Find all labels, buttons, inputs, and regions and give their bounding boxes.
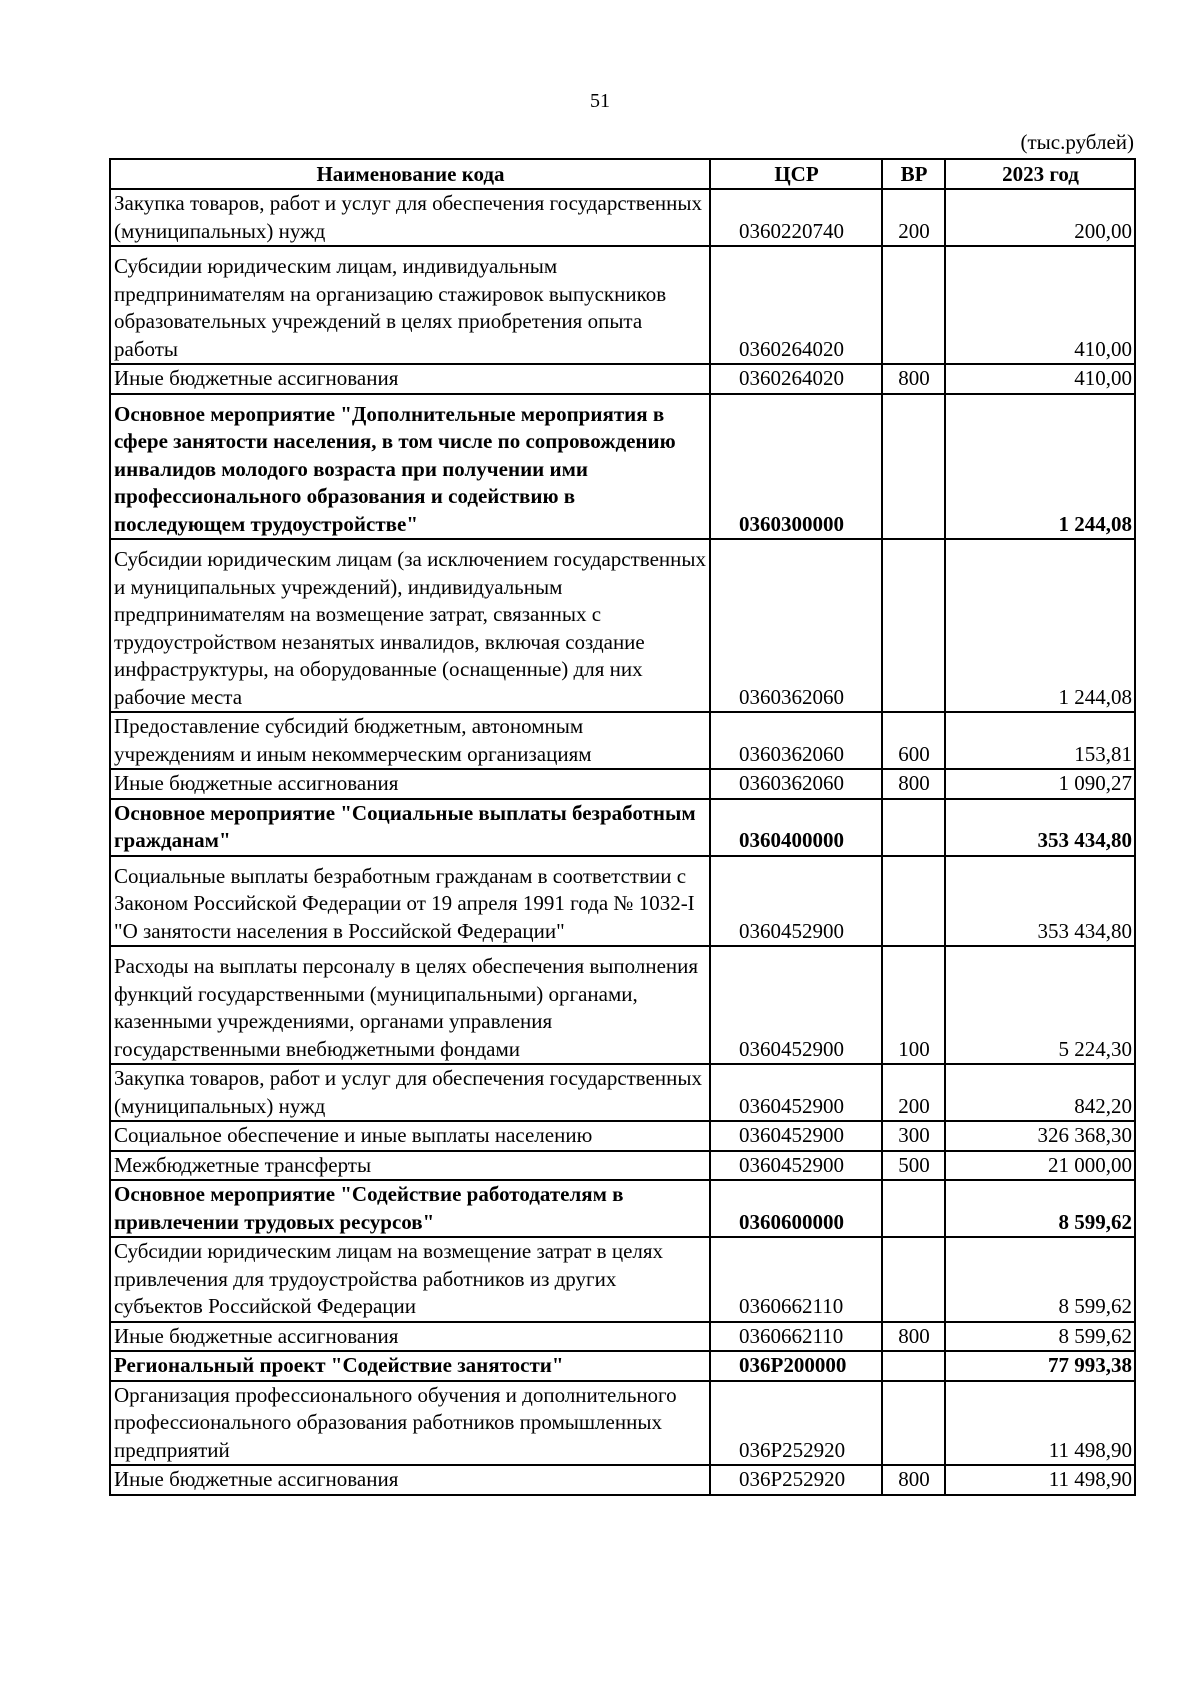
table-row: [110, 246, 1135, 364]
row-name: Субсидии юридическим лицам на возмещение затрат в целях привлечения для трудоустройства работников из других субъектов Российской Федерации: [110, 1237, 710, 1322]
row-vr: [882, 1351, 945, 1381]
table-row: [110, 394, 1135, 540]
row-amount: 410,00: [945, 246, 1135, 364]
row-csr: 036P252920: [710, 1381, 882, 1466]
row-csr: 0360452900: [710, 1064, 882, 1121]
row-csr: 036P200000: [710, 1351, 882, 1381]
row-amount: 200,00: [945, 189, 1135, 246]
table-row: [110, 856, 1135, 947]
row-amount: 5 224,30: [945, 946, 1135, 1064]
row-amount: 8 599,62: [945, 1180, 1135, 1237]
table-row: [110, 946, 1135, 1064]
row-vr: [882, 394, 945, 540]
header-csr: ЦСР: [710, 159, 882, 189]
row-csr: 0360300000: [710, 394, 882, 540]
table-row: [110, 1322, 1135, 1352]
row-vr: [882, 799, 945, 856]
table-row: [110, 712, 1135, 769]
row-name: Межбюджетные трансферты: [110, 1151, 710, 1181]
table-row: [110, 1180, 1135, 1237]
row-amount: 326 368,30: [945, 1121, 1135, 1151]
row-name: Закупка товаров, работ и услуг для обеспечения государственных (муниципальных) нужд: [110, 189, 710, 246]
row-csr: 0360452900: [710, 1151, 882, 1181]
row-csr: 0360452900: [710, 1121, 882, 1151]
row-vr: 200: [882, 1064, 945, 1121]
table-header-row: [110, 159, 1135, 189]
row-vr: [882, 1381, 945, 1466]
row-name: Организация профессионального обучения и дополнительного профессионального образования работников промышленных предприятий: [110, 1381, 710, 1466]
row-vr: 200: [882, 189, 945, 246]
units-label: (тыс.рублей): [1020, 130, 1134, 154]
header-vr: ВР: [882, 159, 945, 189]
header-name: Наименование кода: [110, 159, 710, 189]
row-csr: 0360264020: [710, 364, 882, 394]
budget-table: [109, 158, 1136, 1496]
row-vr: 800: [882, 1465, 945, 1495]
row-vr: 300: [882, 1121, 945, 1151]
row-amount: 1 244,08: [945, 539, 1135, 712]
table-row: [110, 1381, 1135, 1466]
row-vr: [882, 246, 945, 364]
row-name: Иные бюджетные ассигнования: [110, 769, 710, 799]
row-csr: 0360662110: [710, 1322, 882, 1352]
row-vr: [882, 1237, 945, 1322]
row-vr: 100: [882, 946, 945, 1064]
row-vr: 800: [882, 769, 945, 799]
row-name: Основное мероприятие "Содействие работодателям в привлечении трудовых ресурсов": [110, 1180, 710, 1237]
table-row: [110, 1064, 1135, 1121]
row-amount: 77 993,38: [945, 1351, 1135, 1381]
row-amount: 8 599,62: [945, 1322, 1135, 1352]
row-csr: 0360600000: [710, 1180, 882, 1237]
table-row: [110, 364, 1135, 394]
table-row: [110, 189, 1135, 246]
table-row: [110, 1465, 1135, 1495]
row-name: Закупка товаров, работ и услуг для обеспечения государственных (муниципальных) нужд: [110, 1064, 710, 1121]
row-name: Субсидии юридическим лицам (за исключением государственных и муниципальных учреждений), индивидуальным предпринимателям на возмещение затрат, связанных с трудоустройством незанятых инвалидов, включая создание инфраструктуры, на оборудованные (оснащенные) для них рабочие места: [110, 539, 710, 712]
row-name: Иные бюджетные ассигнования: [110, 1322, 710, 1352]
row-name: Расходы на выплаты персоналу в целях обеспечения выполнения функций государственными (муниципальными) органами, казенными учреждениями, органами управления государственными внебюджетными фондами: [110, 946, 710, 1064]
row-amount: 410,00: [945, 364, 1135, 394]
row-csr: 036P252920: [710, 1465, 882, 1495]
row-name: Социальное обеспечение и иные выплаты населению: [110, 1121, 710, 1151]
row-vr: 500: [882, 1151, 945, 1181]
row-csr: 0360264020: [710, 246, 882, 364]
row-name: Иные бюджетные ассигнования: [110, 364, 710, 394]
row-vr: [882, 539, 945, 712]
row-amount: 11 498,90: [945, 1465, 1135, 1495]
row-amount: 153,81: [945, 712, 1135, 769]
table-row: [110, 1351, 1135, 1381]
row-csr: 0360452900: [710, 946, 882, 1064]
table-row: [110, 1121, 1135, 1151]
row-amount: 1 244,08: [945, 394, 1135, 540]
row-csr: 0360452900: [710, 856, 882, 947]
row-name: Иные бюджетные ассигнования: [110, 1465, 710, 1495]
row-amount: 8 599,62: [945, 1237, 1135, 1322]
row-vr: [882, 856, 945, 947]
row-amount: 1 090,27: [945, 769, 1135, 799]
row-amount: 11 498,90: [945, 1381, 1135, 1466]
table-row: [110, 539, 1135, 712]
page-number: 51: [590, 90, 610, 112]
row-vr: 800: [882, 1322, 945, 1352]
row-amount: 842,20: [945, 1064, 1135, 1121]
table-row: [110, 1237, 1135, 1322]
row-name: Субсидии юридическим лицам, индивидуальным предпринимателям на организацию стажировок выпускников образовательных учреждений в целях приобретения опыта работы: [110, 246, 710, 364]
row-name: Предоставление субсидий бюджетным, автономным учреждениям и иным некоммерческим организациям: [110, 712, 710, 769]
row-name: Региональный проект "Содействие занятости": [110, 1351, 710, 1381]
header-year: 2023 год: [945, 159, 1135, 189]
row-name: Основное мероприятие "Социальные выплаты безработным гражданам": [110, 799, 710, 856]
row-name: Социальные выплаты безработным гражданам в соответствии с Законом Российской Федерации от 19 апреля 1991 года № 1032-I "О занятости населения в Российской Федерации": [110, 856, 710, 947]
row-vr: 600: [882, 712, 945, 769]
row-csr: 0360662110: [710, 1237, 882, 1322]
table-row: [110, 769, 1135, 799]
row-amount: 353 434,80: [945, 856, 1135, 947]
row-name: Основное мероприятие "Дополнительные мероприятия в сфере занятости населения, в том числе по сопровождению инвалидов молодого возраста при получении ими профессионального образования и содействию в последующем трудоустройстве": [110, 394, 710, 540]
row-csr: 0360400000: [710, 799, 882, 856]
row-csr: 0360220740: [710, 189, 882, 246]
row-csr: 0360362060: [710, 539, 882, 712]
table-row: [110, 1151, 1135, 1181]
row-vr: 800: [882, 364, 945, 394]
row-amount: 21 000,00: [945, 1151, 1135, 1181]
row-csr: 0360362060: [710, 712, 882, 769]
table-row: [110, 799, 1135, 856]
row-csr: 0360362060: [710, 769, 882, 799]
row-amount: 353 434,80: [945, 799, 1135, 856]
row-vr: [882, 1180, 945, 1237]
